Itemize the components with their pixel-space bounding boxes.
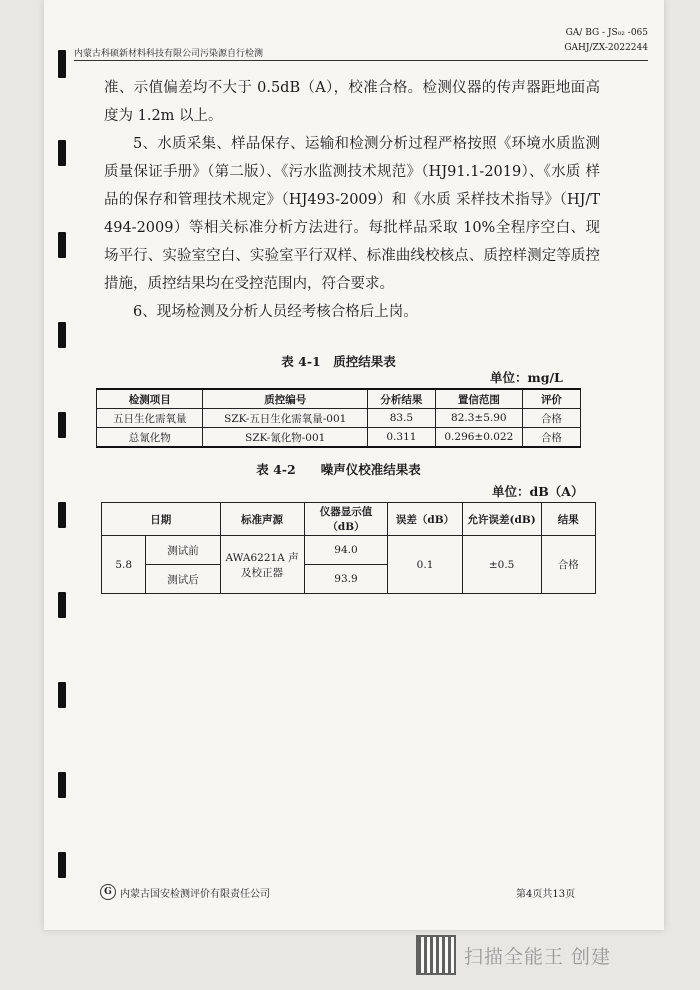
before-label: 测试前: [146, 536, 220, 565]
table-cell: 五日生化需氧量: [97, 409, 203, 428]
table-header-row: [97, 389, 581, 409]
footer-company-name: 内蒙古国安检测评价有限责任公司: [120, 888, 270, 900]
table-row: [97, 409, 581, 428]
binder-mark: [58, 140, 66, 166]
table-header-row: [102, 503, 596, 536]
table2-caption: 表 4-2 噪声仪校准结果表: [256, 462, 421, 477]
source-cell: AWA6221A 声及校正器: [220, 536, 304, 594]
binder-mark: [58, 50, 66, 78]
table-cell: 83.5: [368, 409, 436, 428]
binder-mark: [58, 502, 66, 528]
before-value: 94.0: [304, 536, 388, 565]
binder-mark: [58, 412, 66, 438]
header-divider: [74, 60, 648, 61]
col-header: 检测项目: [97, 389, 203, 409]
qr-code-icon: [416, 935, 456, 975]
col-header-display: 仪器显示值（dB）: [304, 503, 388, 536]
watermark-text: 扫描全能王 创建: [464, 945, 612, 968]
col-header-result: 结果: [541, 503, 595, 536]
company-logo-icon: G: [100, 884, 116, 900]
col-header-error: 误差（dB）: [388, 503, 462, 536]
doc-code-line2: GAHJ/ZX-2022244: [564, 43, 648, 53]
col-header: 置信范围: [435, 389, 522, 409]
doc-code: [564, 26, 648, 56]
binder-mark: [58, 682, 66, 708]
scanner-watermark: [416, 935, 611, 975]
table-cell: 0.296±0.022: [435, 428, 522, 448]
binder-mark: [58, 322, 66, 348]
col-header-source: 标准声源: [220, 503, 304, 536]
table-cell: SZK-氰化物-001: [203, 428, 368, 448]
col-header: 评价: [522, 389, 580, 409]
page-number: 第4页共13页: [516, 889, 576, 900]
table1-unit: 单位：mg/L: [490, 370, 563, 385]
header-company: 内蒙古科硕新材料科技有限公司污染源自行检测: [74, 49, 264, 59]
date-cell: 5.8: [102, 536, 146, 594]
binder-mark: [58, 772, 66, 798]
table-cell: 合格: [522, 409, 580, 428]
noise-calibration-table: [101, 502, 596, 594]
table-row: [102, 536, 596, 565]
body-text: [104, 74, 600, 326]
paragraph-3: 6、现场检测及分析人员经考核合格后上岗。: [133, 304, 418, 320]
doc-code-line1: GA/ BG - JS₀₂ -065: [565, 28, 648, 38]
paragraph-1: 准、示值偏差均不大于 0.5dB（A），校准合格。检测仪器的传声器距地面高度为 1.2m 以上。: [104, 80, 600, 124]
error-cell: 0.1: [388, 536, 462, 594]
after-label: 测试后: [146, 565, 220, 594]
binder-mark: [58, 232, 66, 258]
binder-mark: [58, 592, 66, 618]
col-header: 分析结果: [368, 389, 436, 409]
footer-company: [100, 884, 270, 900]
table-cell: 0.311: [368, 428, 436, 448]
table1-caption: 表 4-1 质控结果表: [281, 354, 396, 369]
table-cell: SZK-五日生化需氧量-001: [203, 409, 368, 428]
col-header: 质控编号: [203, 389, 368, 409]
table2-unit: 单位：dB（A）: [492, 484, 584, 499]
col-header-allowed: 允许误差(dB): [462, 503, 541, 536]
after-value: 93.9: [304, 565, 388, 594]
allowed-cell: ±0.5: [462, 536, 541, 594]
table-cell: 82.3±5.90: [435, 409, 522, 428]
binder-mark: [58, 852, 66, 878]
paragraph-2: 5、水质采集、样品保存、运输和检测分析过程严格按照《环境水质监测质量保证手册》（第二版）、《污水监测技术规范》（HJ91.1-2019）、《水质 样品的保存和管理技术规定》（HJ493-2009）和《水质 采样技术指导》（HJ/T 494-2009）等相关标准分析方法进行。每批样品采取 10%全程序空白、现场平行、实验室空白、实验室平行双样、标准曲线校核点、质控样测定等质控措施，质控结果均在受控范围内，符合要求。: [104, 136, 600, 292]
col-header-date: 日期: [102, 503, 221, 536]
table-cell: 合格: [522, 428, 580, 448]
table-row: [97, 428, 581, 448]
result-cell: 合格: [541, 536, 595, 594]
qc-results-table: [96, 388, 581, 448]
table-cell: 总氰化物: [97, 428, 203, 448]
